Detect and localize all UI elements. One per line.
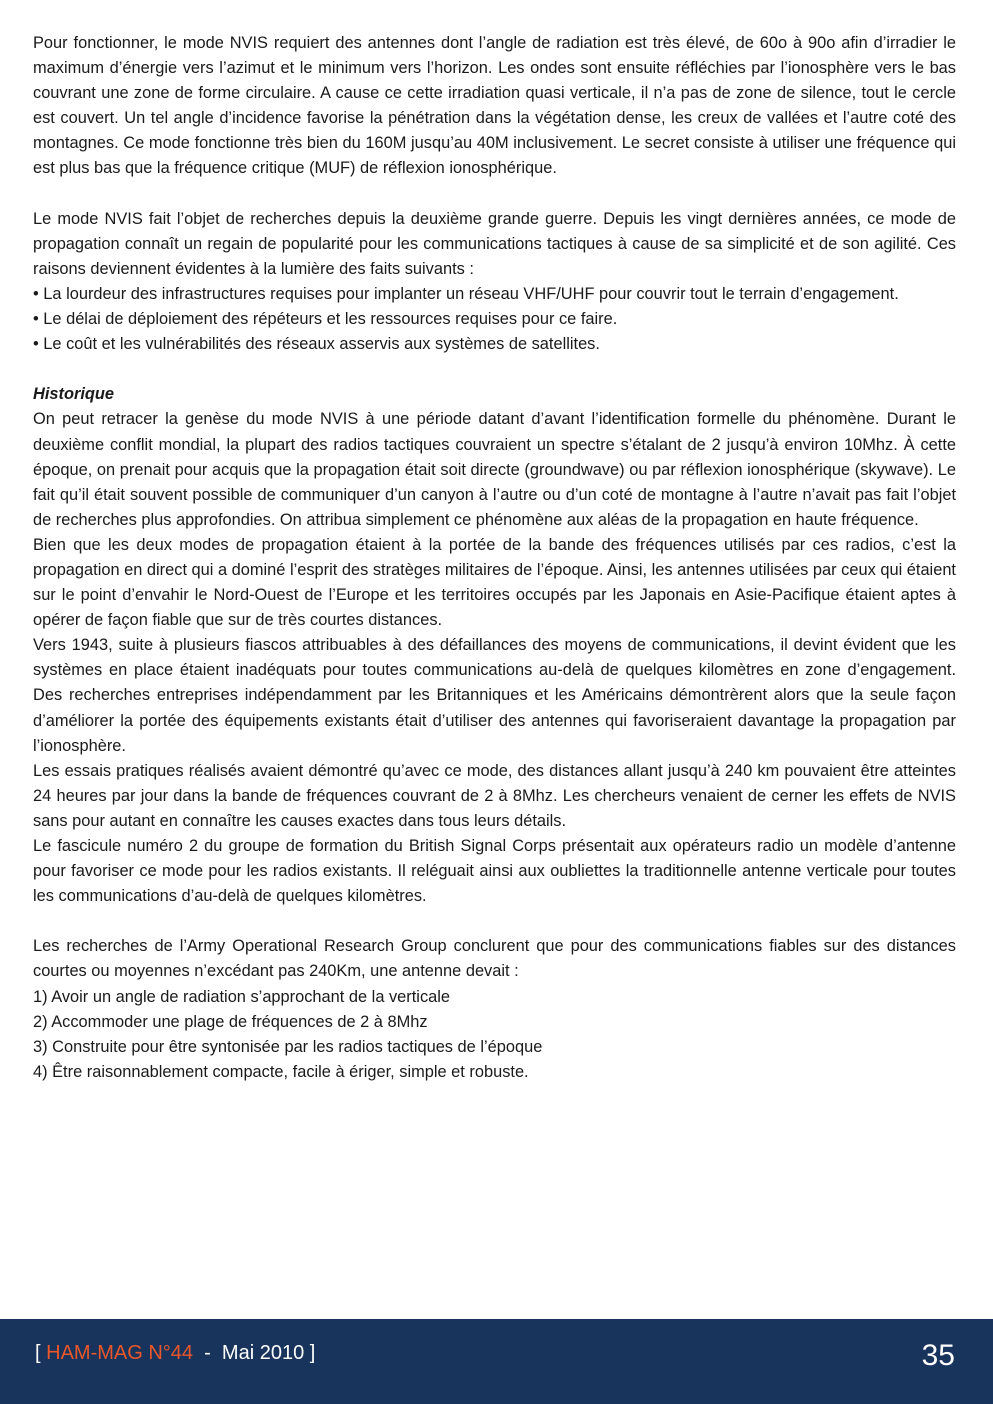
paragraph-history-tests: Les essais pratiques réalisés avaient démontré qu’avec ce mode, des distances allant jusqu’à 240 km pouvaient être atteintes 24 heures par jour dans la bande de fréquences couvrant de 2 à 8Mhz. Les chercheurs venaient de cerner les effets de NVIS sans pour autant en connaître les causes exactes dans tous leurs détails.: [33, 761, 956, 830]
paragraph-history-genesis: On peut retracer la genèse du mode NVIS à une période datant d’avant l’identification formelle du phénomène. Durant le deuxième conflit mondial, la plupart des radios tactiques couvraient un spectre s’étalant de 2 jusqu’à environ 10Mhz. À cette époque, on prenait pour acquis que la propagation était soit directe (groundwave) ou par réflexion ionosphérique (skywave). Le fait qu’il était souvent possible de communiquer d’un canyon à l’autre ou d’un coté de montagne à l’autre n’avait pas fait l’objet de recherches plus approfondies. On attribua simplement ce phénomène aux aléas de la propagation en haute fréquence.: [33, 410, 956, 529]
paragraph-nvis-research: Le mode NVIS fait l’objet de recherches depuis la deuxième grande guerre. Depuis les vingt dernières années, ce mode de propagation connaît un regain de popularité pour les communications tactiques à cause de sa simplicité et de son agilité. Ces raisons deviennent évidentes à la lumière des faits suivants :: [33, 209, 956, 278]
paragraph-research-conclusion: Les recherches de l’Army Operational Research Group conclurent que pour des communications fiables sur des distances courtes ou moyennes n’excédant pas 240Km, une antenne devait :: [33, 937, 956, 981]
magazine-name: HAM-MAG N°44: [46, 1342, 194, 1364]
spacer: [33, 909, 956, 934]
list-item-radiation-angle: 1) Avoir un angle de radiation s’approchant de la verticale: [33, 987, 451, 1006]
bullet-item-deployment: • Le délai de déploiement des répéteurs et les ressources requises pour ce faire.: [33, 310, 618, 329]
article-body: [33, 31, 956, 1085]
paragraph-nvis-operation: Pour fonctionner, le mode NVIS requiert des antennes dont l’angle de radiation est très élevé, de 60o à 90o afin d’irradier le maximum d’énergie vers l’azimut et le minimum vers l’horizon. Les ondes sont ensuite réfléchies par l’ionosphère vers le bas couvrant une zone de forme circulaire. A cause ce cette irradiation quasi verticale, il n’a pas de zone de silence, tout le cercle est couvert. Un tel angle d’incidence favorise la pénétration dans la végétation dense, les creux de vallées et l’autre coté des montagnes. Ce mode fonctionne très bien du 160M jusqu’au 40M inclusivement. Le secret consiste à utiliser une fréquence qui est plus bas que la fréquence critique (MUF) de réflexion ionosphérique.: [33, 34, 956, 178]
bullet-item-satellite-cost: • Le coût et les vulnérabilités des réseaux asservis aux systèmes de satellites.: [33, 335, 600, 354]
paragraph-history-strategists: Bien que les deux modes de propagation étaient à la portée de la bande des fréquences utilisés par ces radios, c’est la propagation en direct qui a dominé l’esprit des stratèges militaires de l’époque. Ainsi, les antennes utilisées par ceux qui étaient sur le point d’envahir le Nord-Ouest de l’Europe et les territoires occupés par les Japonais en Asie-Pacifique étaient aptes à opérer de façon fiable que sur de très courtes distances.: [33, 535, 956, 630]
spacer: [33, 357, 956, 382]
page-footer: [0, 1319, 993, 1404]
issue-date: Mai 2010: [221, 1342, 305, 1364]
bracket-close: ]: [304, 1342, 316, 1364]
section-heading-historique: Historique: [33, 385, 115, 404]
list-item-frequency-range: 2) Accommoder une plage de fréquences de 2 à 8Mhz: [33, 1012, 428, 1031]
page-number: 35: [921, 1339, 955, 1372]
bullet-item-infrastructure: • La lourdeur des infrastructures requises pour implanter un réseau VHF/UHF pour couvrir tout le terrain d’engagement.: [33, 284, 899, 303]
list-item-compact: 4) Être raisonnablement compacte, facile à ériger, simple et robuste.: [33, 1062, 529, 1081]
paragraph-history-signal-corps: Le fascicule numéro 2 du groupe de formation du British Signal Corps présentait aux opérateurs radio un modèle d’antenne pour favoriser ce mode pour les radios existants. Il reléguait ainsi aux oubliettes la traditionnelle antenne verticale pour toutes les communications d’au-delà de quelques kilomètres.: [33, 837, 956, 906]
list-item-tunable: 3) Construite pour être syntonisée par les radios tactiques de l’époque: [33, 1037, 543, 1056]
footer-issue-label: [35, 1342, 315, 1365]
paragraph-history-1943: Vers 1943, suite à plusieurs fiascos attribuables à des défaillances des moyens de communications, il devint évident que les systèmes en place étaient inadéquats pour toutes communications au-delà de quelques kilomètres en zone d’engagement. Des recherches entreprises indépendamment par les Britanniques et les Américains démontrèrent alors que la seule façon d’améliorer la portée des équipements existants était d’utiliser des antennes qui favoriseraient davantage la propagation par l’ionosphère.: [33, 636, 956, 755]
bracket-open: [: [35, 1342, 47, 1364]
spacer: [33, 182, 956, 207]
separator: -: [193, 1342, 222, 1364]
